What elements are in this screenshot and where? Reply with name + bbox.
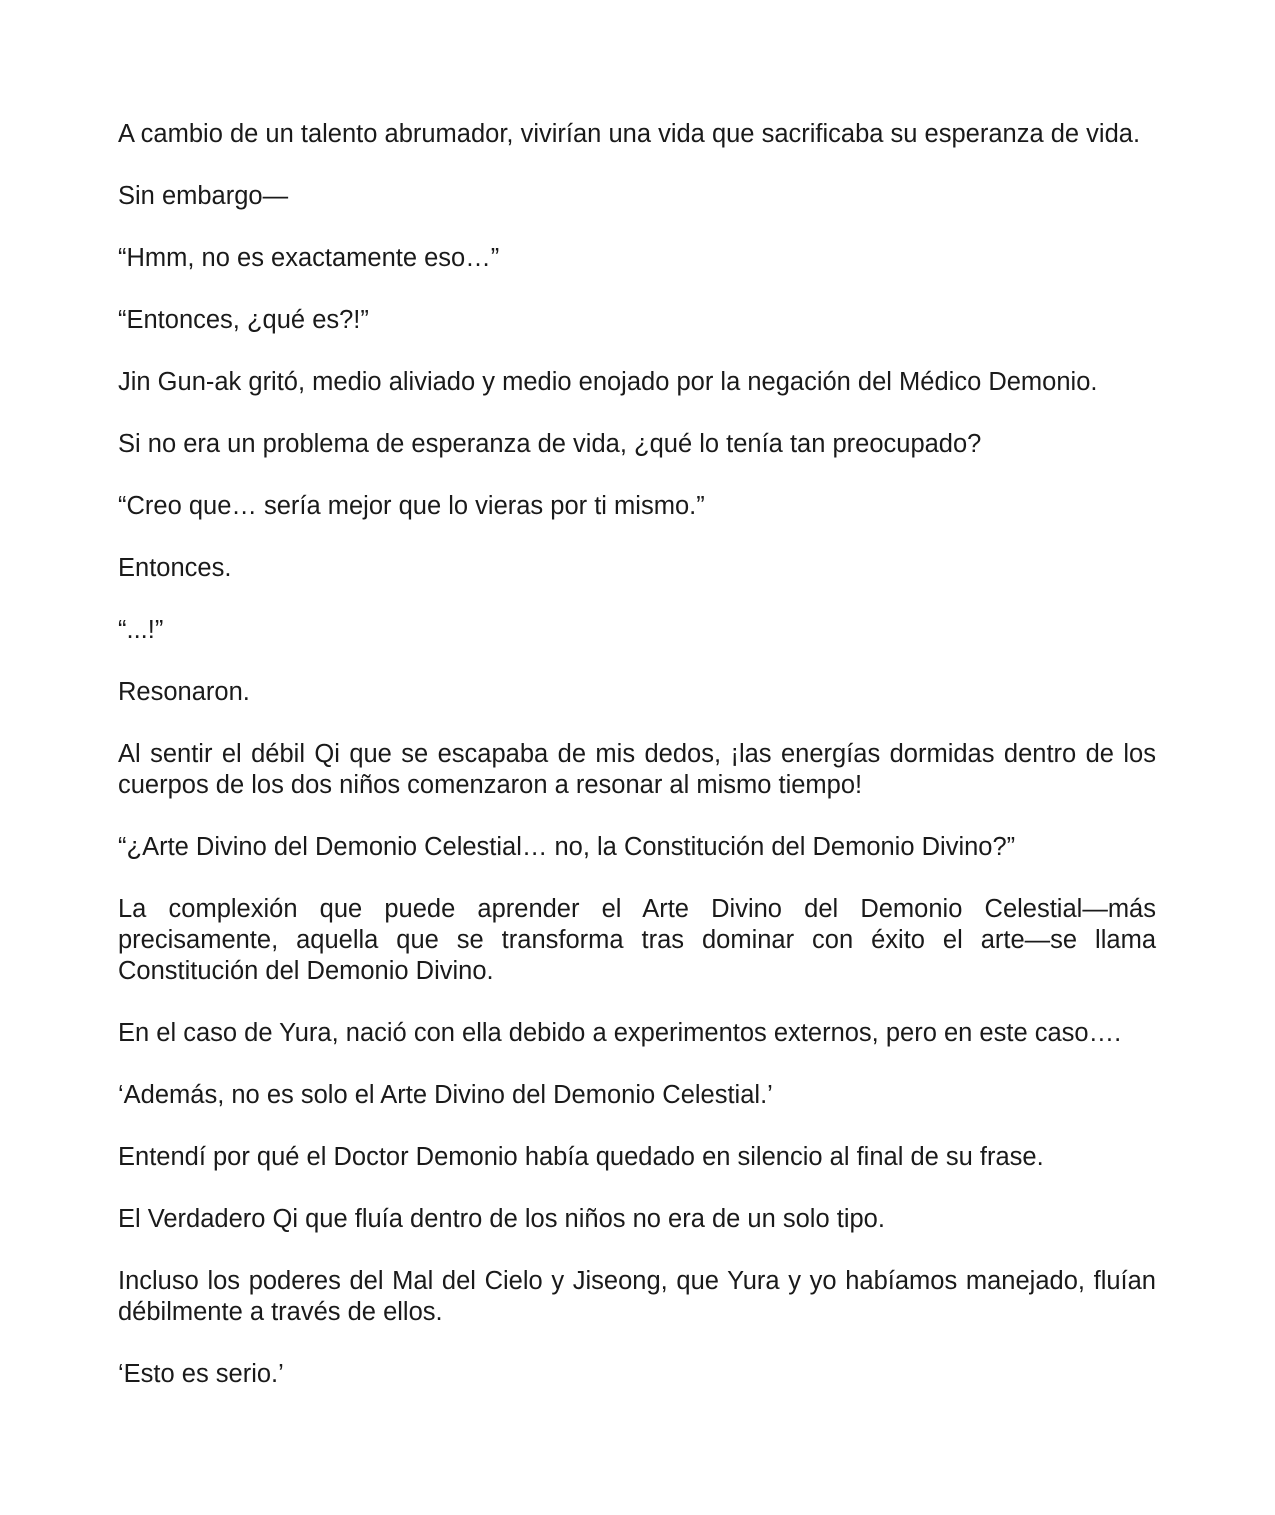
paragraph: Resonaron. [118, 678, 250, 706]
paragraph: Entonces. [118, 554, 232, 582]
document-body [118, 119, 1156, 1390]
paragraph: Si no era un problema de esperanza de vida, ¿qué lo tenía tan preocupado? [118, 430, 982, 458]
paragraph: ‘Además, no es solo el Arte Divino del Demonio Celestial.’ [118, 1081, 773, 1109]
paragraph: “Creo que… sería mejor que lo vieras por ti mismo.” [118, 492, 705, 520]
paragraph: Al sentir el débil Qi que se escapaba de mis dedos, ¡las energías dormidas dentro de los cuerpos de los dos niños comenzaron a resonar al mismo tiempo! [118, 740, 1156, 799]
paragraph: Jin Gun-ak gritó, medio aliviado y medio enojado por la negación del Médico Demonio. [118, 368, 1098, 396]
paragraph: “Entonces, ¿qué es?!” [118, 306, 369, 334]
paragraph: A cambio de un talento abrumador, vivirían una vida que sacrificaba su esperanza de vida. [118, 120, 1141, 148]
paragraph: La complexión que puede aprender el Arte Divino del Demonio Celestial—más precisamente, aquella que se transforma tras dominar con éxito el arte—se llama Constitución del Demonio Divino. [118, 895, 1156, 985]
paragraph: Incluso los poderes del Mal del Cielo y Jiseong, que Yura y yo habíamos manejado, fluían débilmente a través de ellos. [118, 1267, 1156, 1326]
paragraph: Sin embargo— [118, 182, 289, 210]
paragraph: “¿Arte Divino del Demonio Celestial… no, la Constitución del Demonio Divino?” [118, 833, 1016, 861]
paragraph: El Verdadero Qi que fluía dentro de los niños no era de un solo tipo. [118, 1205, 885, 1233]
paragraph: Entendí por qué el Doctor Demonio había quedado en silencio al final de su frase. [118, 1143, 1044, 1171]
paragraph: En el caso de Yura, nació con ella debido a experimentos externos, pero en este caso…. [118, 1019, 1122, 1047]
paragraph: ‘Esto es serio.’ [118, 1360, 284, 1388]
paragraph: “...!” [118, 616, 164, 644]
paragraph: “Hmm, no es exactamente eso…” [118, 244, 500, 272]
